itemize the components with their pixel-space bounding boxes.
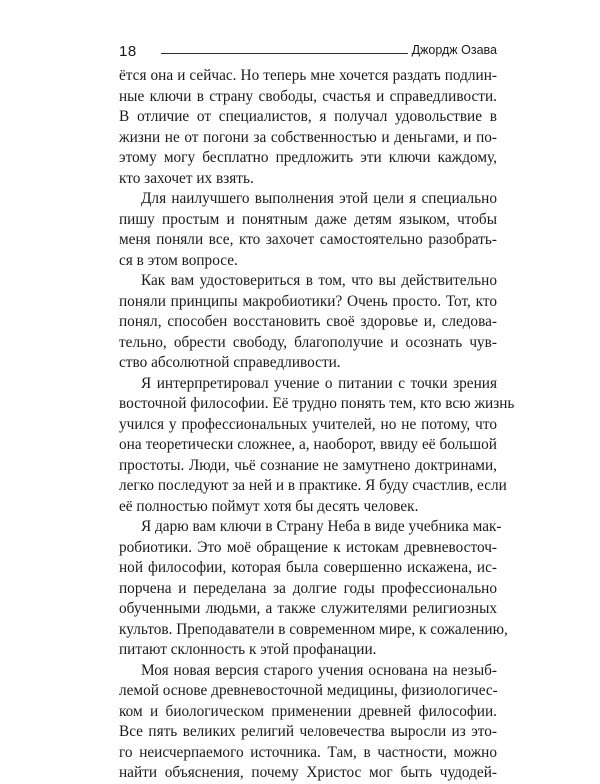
text-line: легко последуют за ней и в практике. Я буду счастлив, если — [119, 477, 507, 494]
text-line: В отличие от специалистов, я получал удовольствие в — [119, 108, 497, 125]
paragraph — [119, 189, 497, 271]
paragraph — [119, 271, 497, 374]
text-line: Я интерпретировал учение о питании с точки зрения — [141, 374, 497, 392]
text-line: порчена и переделана за долгие годы профессионально — [119, 579, 497, 597]
text-line: меня поняли все, кто захочет самостоятельно разобрать- — [119, 231, 497, 248]
text-line: Как вам удостовериться в том, что вы действительно — [141, 272, 497, 289]
text-line: тельно, обрести свободу, благополучие и осознать чув- — [119, 333, 497, 351]
text-line: ной философии, которая была совершенно искажена, ис- — [119, 559, 497, 576]
text-line: поняли принципы макробиотики? Очень просто. Тот, кто — [119, 292, 497, 310]
text-line: ся в этом вопросе. — [119, 251, 238, 269]
text-line: простоты. Люди, чьё сознание не замутнено доктринами, — [119, 456, 497, 474]
text-line: понял, способен восстановить своё здоровье и, следова- — [119, 313, 497, 330]
text-line: ётся она и сейчас. Но теперь мне хочется раздать подлин- — [119, 67, 497, 84]
page-header — [119, 40, 497, 60]
paragraph — [119, 517, 508, 661]
paragraph — [119, 374, 515, 518]
text-line: ство абсолютной справедливости. — [119, 354, 341, 371]
text-line: го неисчерпаемого источника. Там, в частности, можно — [119, 743, 497, 761]
text-line: пишу простым и понятным даже детям языком, чтобы — [119, 210, 497, 228]
text-line: этому могу бесплатно предложить эти ключи каждому, — [119, 149, 497, 166]
text-line: учился у профессиональных учителей, но не потому, что — [119, 415, 497, 433]
running-head-author: Джордж Озава — [411, 43, 497, 57]
text-line: Все пять великих религий человечества выросли из это- — [119, 723, 497, 740]
text-line: обученными людьми, а также служителями религиозных — [119, 600, 497, 617]
text-line: Моя новая версия старого учения основана на незыб- — [141, 661, 497, 679]
text-line: ком и биологическом применении древней философии. — [119, 702, 497, 720]
text-line: кто захочет их взять. — [119, 169, 254, 187]
paragraph — [119, 661, 497, 784]
text-line: робиотики. Это моё обращение к истокам древневосточ- — [119, 538, 497, 556]
text-line: Я дарю вам ключи в Страну Неба в виде учебника мак- — [141, 518, 502, 535]
text-line: восточной философии. Её трудно понять тем, кто всю жизнь — [119, 395, 515, 412]
text-line: ные ключи в страну свободы, счастья и справедливости. — [119, 87, 497, 105]
text-line: её полностью поймут хотя бы десять человек. — [119, 497, 419, 515]
text-line: лемой основе древневосточной медицины, физиологичес- — [119, 682, 498, 699]
text-line: найти объяснения, почему Христос мог быть чудодей- — [119, 764, 497, 781]
text-line: жизни не от погони за собственностью и деньгами, и по- — [119, 128, 497, 146]
text-line: она теоретически сложнее, а, наоборот, ввиду её большой — [119, 436, 497, 453]
text-line: Для наилучшего выполнения этой цели я специально — [141, 190, 497, 207]
body-text — [119, 66, 515, 784]
header-rule — [161, 53, 408, 54]
page-number: 18 — [119, 43, 137, 60]
text-line: питают склонность к этой профанации. — [119, 641, 377, 658]
text-line: культов. Преподаватели в современном мире, к сожалению, — [119, 620, 508, 638]
paragraph — [119, 66, 497, 189]
